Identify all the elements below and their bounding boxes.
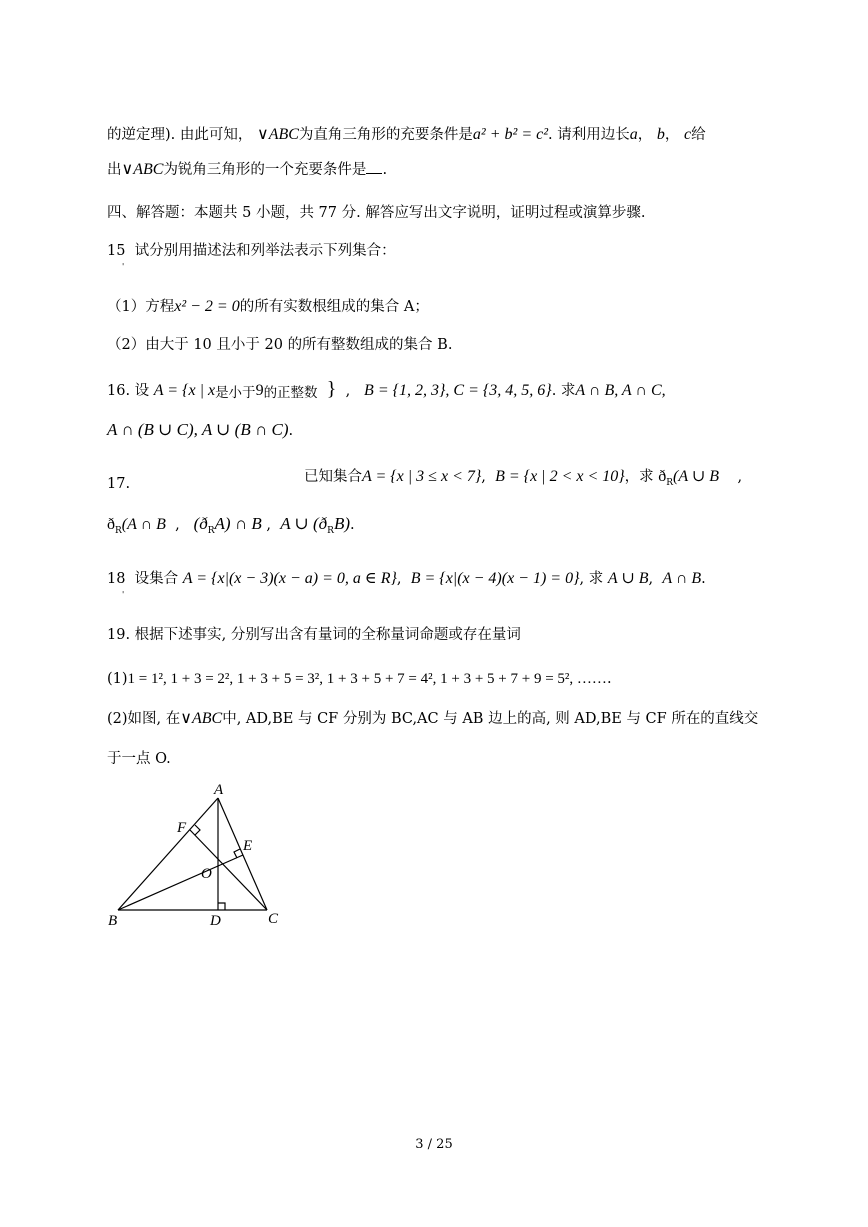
label-c: C bbox=[268, 911, 279, 927]
q19-part2-line-1: (2)如图, 在∨ABC中, AD,BE 与 CF 分别为 BC,AC 与 AB 边上的高, 则 AD,BE 与 CF 所在的直线交 bbox=[107, 710, 759, 727]
p14-line-2: 出∨ABC为锐角三角形的一个充要条件是 . bbox=[107, 161, 388, 178]
page-number: 3 / 25 bbox=[415, 1137, 453, 1152]
right-angle-f bbox=[195, 825, 200, 835]
side-ac bbox=[218, 798, 267, 910]
q17-line-2: $ð_R(A$ ∩ B , $(ð_RA)$ ∩ B , A ∪ $(ð_RB)$. bbox=[107, 514, 355, 536]
label-b: B bbox=[108, 913, 118, 929]
q16-line-1: 16. 设 A = {x | x是小于9的正整数 } , B = {1, 2, 3}, C = {3, 4, 5, 6}. 求A ∩ B, A ∩ C, bbox=[107, 378, 666, 401]
q18-line: 18 设集合 A = {x|(x − 3)(x − a) = 0, a ∈ R}, B = {x|(x − 4)(x − 1) = 0}, 求 A ∪ B, A ∩ B. bbox=[107, 570, 706, 587]
tick-mark: ' bbox=[122, 590, 125, 599]
p14-line-1: 的逆定理). 由此可知， ∨ABC为直角三角形的充要条件是a² + b² = c². 请利用边长a， b， c给 bbox=[107, 126, 706, 143]
triangle-abc: ∨ABC bbox=[121, 161, 164, 178]
label-f: F bbox=[177, 820, 187, 836]
label-d: D bbox=[210, 913, 221, 929]
q16-line-2: A ∩ (B ∪ C), A ∪ (B ∩ C). bbox=[107, 420, 294, 439]
q15-part1: （1）方程x² − 2 = 0的所有实数根组成的集合 A； bbox=[107, 298, 429, 315]
q17-line-1: 17. bbox=[107, 476, 131, 492]
triangle-altitudes-figure bbox=[100, 780, 300, 940]
triangle-abc: ∨ABC bbox=[180, 710, 223, 727]
q19-stem: 19. 根据下述事实, 分别写出含有量词的全称量词命题或存在量词 bbox=[107, 627, 521, 643]
section-4-heading: 四、解答题：本题共 5 小题，共 77 分. 解答应写出文字说明，证明过程或演算步骤. bbox=[107, 205, 646, 221]
label-a: A bbox=[214, 782, 224, 798]
label-o: O bbox=[201, 866, 212, 882]
q19-part1: (1)1 = 1², 1 + 3 = 2², 1 + 3 + 5 = 3², 1 + 3 + 5 + 7 = 4², 1 + 3 + 5 + 7 + 9 = 5², ……. bbox=[107, 671, 612, 687]
answer-blank[interactable] bbox=[366, 161, 382, 174]
right-angle-d bbox=[218, 903, 225, 910]
side-ab bbox=[118, 798, 218, 910]
label-e: E bbox=[243, 838, 253, 854]
altitude-be bbox=[118, 855, 243, 910]
q15-stem: 15 试分别用描述法和列举法表示下列集合： bbox=[107, 243, 396, 259]
q15-equation: x² − 2 = 0 bbox=[174, 298, 240, 315]
q15-number: 15 bbox=[107, 243, 126, 259]
q19-part2-line-2: 于一点 O. bbox=[107, 751, 171, 767]
tick-mark: ' bbox=[122, 262, 125, 271]
triangle-abc: ∨ABC bbox=[256, 126, 299, 143]
pythagoras-equation: a² + b² = c² bbox=[472, 126, 549, 143]
q15-part2: （2）由大于 10 且小于 20 的所有整数组成的集合 B. bbox=[107, 337, 453, 353]
q17-line-1b: 已知集合A = {x | 3 ≤ x < 7}, B = {x | 2 < x < 10}，求 $ð_R(A$ ∪ B , bbox=[304, 468, 743, 488]
